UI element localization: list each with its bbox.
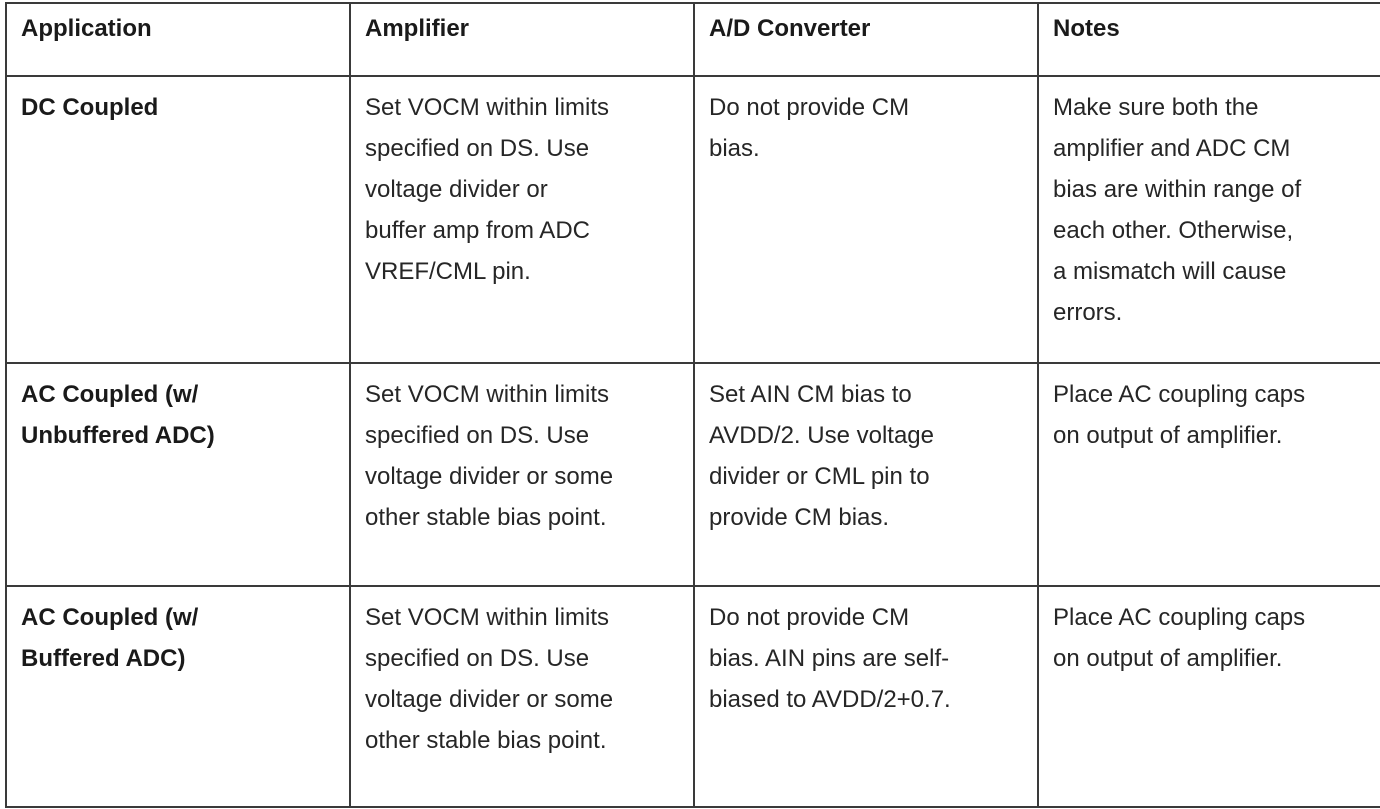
cell-line: Unbuffered ADC) bbox=[21, 422, 215, 449]
table-row bbox=[6, 363, 1380, 586]
cell-line: a mismatch will cause bbox=[1053, 258, 1287, 285]
cell-line: AC Coupled (w/ bbox=[21, 381, 199, 408]
cell-line: bias are within range of bbox=[1053, 176, 1302, 203]
cell-line: on output of amplifier. bbox=[1053, 645, 1283, 672]
cell-line: Buffered ADC) bbox=[21, 645, 186, 672]
header-amplifier: Amplifier bbox=[350, 3, 694, 76]
cell-line: other stable bias point. bbox=[365, 727, 607, 754]
table-row bbox=[6, 76, 1380, 363]
cell-line: Set VOCM within limits bbox=[365, 381, 610, 408]
header-row bbox=[6, 3, 1380, 76]
cell-line: specified on DS. Use bbox=[365, 135, 590, 162]
cell-amplifier bbox=[350, 363, 694, 586]
cell-line: Do not provide CM bbox=[709, 94, 910, 121]
cell-line: Set VOCM within limits bbox=[365, 604, 610, 631]
cell-line: voltage divider or some bbox=[365, 686, 614, 713]
cell-line: AC Coupled (w/ bbox=[21, 604, 199, 631]
cell-line: other stable bias point. bbox=[365, 504, 607, 531]
cell-adc bbox=[694, 586, 1038, 807]
spec-table bbox=[5, 2, 1380, 808]
cell-line: amplifier and ADC CM bbox=[1053, 135, 1291, 162]
cell-line: Place AC coupling caps bbox=[1053, 604, 1306, 631]
cell-line: Set AIN CM bias to bbox=[709, 381, 912, 408]
cell-application bbox=[6, 76, 350, 363]
cell-line: bias. bbox=[709, 135, 760, 162]
cell-adc bbox=[694, 76, 1038, 363]
cell-line: each other. Otherwise, bbox=[1053, 217, 1294, 244]
cell-line: divider or CML pin to bbox=[709, 463, 930, 490]
cell-adc bbox=[694, 363, 1038, 586]
header-notes: Notes bbox=[1038, 3, 1380, 76]
cell-line: Place AC coupling caps bbox=[1053, 381, 1306, 408]
table-row bbox=[6, 586, 1380, 807]
cell-line: Set VOCM within limits bbox=[365, 94, 610, 121]
cell-application bbox=[6, 363, 350, 586]
cell-notes bbox=[1038, 363, 1380, 586]
cell-line: voltage divider or some bbox=[365, 463, 614, 490]
cell-notes bbox=[1038, 76, 1380, 363]
cell-line: DC Coupled bbox=[21, 94, 159, 121]
cell-line: AVDD/2. Use voltage bbox=[709, 422, 934, 449]
cell-amplifier bbox=[350, 586, 694, 807]
cell-line: errors. bbox=[1053, 299, 1123, 326]
header-adc: A/D Converter bbox=[694, 3, 1038, 76]
cell-line: specified on DS. Use bbox=[365, 645, 590, 672]
header-application: Application bbox=[6, 3, 350, 76]
cell-line: VREF/CML pin. bbox=[365, 258, 531, 285]
cell-line: on output of amplifier. bbox=[1053, 422, 1283, 449]
cell-line: Do not provide CM bbox=[709, 604, 910, 631]
cell-notes bbox=[1038, 586, 1380, 807]
cell-line: specified on DS. Use bbox=[365, 422, 590, 449]
cell-line: buffer amp from ADC bbox=[365, 217, 590, 244]
cell-amplifier bbox=[350, 76, 694, 363]
cell-line: voltage divider or bbox=[365, 176, 548, 203]
cell-line: bias. AIN pins are self- bbox=[709, 645, 950, 672]
cell-line: Make sure both the bbox=[1053, 94, 1259, 121]
cell-line: biased to AVDD/2+0.7. bbox=[709, 686, 951, 713]
cell-application bbox=[6, 586, 350, 807]
cell-line: provide CM bias. bbox=[709, 504, 890, 531]
